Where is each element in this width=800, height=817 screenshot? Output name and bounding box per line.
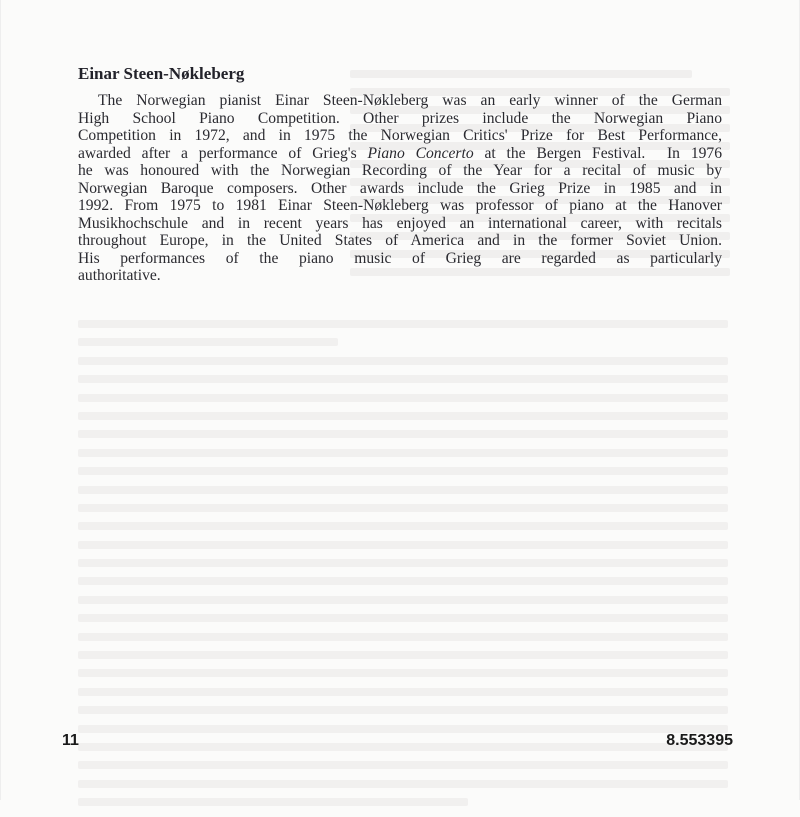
text-line: he was honoured with the Norwegian Recording of the Year for a recital of music by [78,162,722,180]
work-title: Piano Concerto [367,144,474,162]
text-line: Competition in 1972, and in 1975 the Norwegian Critics' Prize for Best Performance, [78,127,722,145]
text-line: Norwegian Baroque composers. Other awards include the Grieg Prize in 1985 and in [78,179,722,197]
show-through-text-lower [78,320,728,817]
text-line: The Norwegian pianist Einar Steen-Nøkleberg was an early winner of the German [98,92,722,109]
biography-paragraph [78,92,722,285]
text-segment: at the Bergen Festival. In 1976 [473,144,723,162]
catalogue-number: 8.553395 [666,732,733,749]
text-line: authoritative. [78,267,161,285]
text-segment: awarded after a performance of Grieg's [78,144,368,162]
section-heading: Einar Steen-Nøkleberg [78,64,245,83]
text-line: High School Piano Competition. Other prizes include the Norwegian Piano [78,109,722,127]
text-line: Musikhochschule and in recent years has enjoyed an international career, with recitals [78,214,722,232]
text-line: 1992. From 1975 to 1981 Einar Steen-Nøkleberg was professor of piano at the Hanover [78,197,722,215]
text-line: His performances of the piano music of Grieg are regarded as particularly [78,249,722,267]
page-number: 11 [62,732,79,749]
text-line: throughout Europe, in the United States of America and in the former Soviet Union. [78,232,722,250]
text-line [78,145,722,163]
